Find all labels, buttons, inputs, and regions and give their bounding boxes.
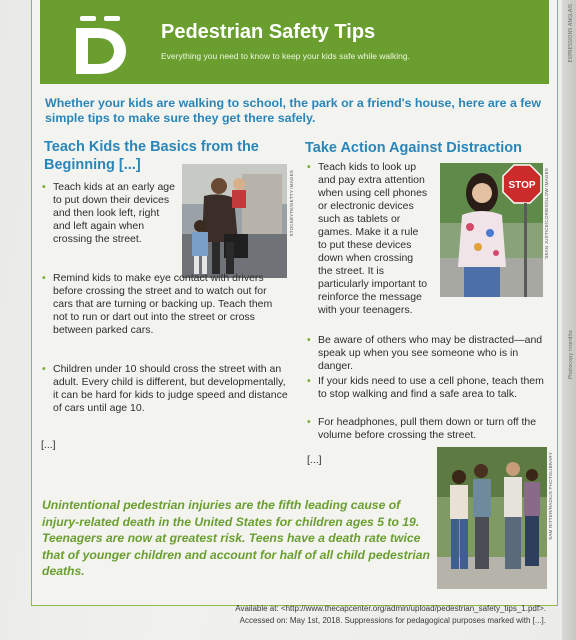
left-bullet-3: • Children under 10 should cross the street with an adult. Every child is different, but developmentally, it can be hard for kids to judge speed and distance of cars until age 10. — [53, 363, 289, 415]
teens-walking-photo — [437, 447, 547, 589]
citation-line-2: Accessed on: May 1st, 2018. Suppressions for pedagogical purposes marked with [...]. — [239, 616, 546, 625]
right-bullet-3: • If your kids need to use a cell phone, teach them to stop walking and find a safe area to talk. — [318, 375, 546, 401]
left-heading: Teach Kids the Basics from the Beginning [...] — [44, 139, 259, 173]
girl-with-phone-photo — [440, 163, 543, 297]
edge-text-side: Photocopy interdite — [568, 330, 574, 379]
right-bullet-1: • Teach kids to look up and pay extra attention when using cell phones or electronic devices such as tablets or games. Make it a rule to put these devices down when crossing the street. It is particularly important to reinforce the message with your teenagers. — [318, 161, 428, 317]
mother-child-photo — [182, 164, 287, 278]
left-bullet-1: • Teach kids at an early age to put down their devices and then look left, right and left again when crossing the street. — [53, 181, 175, 246]
citation-line-1: Available at: <http://www.thecapcenter.org/admin/upload/pedestrian_safety_tips_1.pdf>. — [235, 604, 546, 613]
right-bullet-2: • Be aware of others who may be distracted—and speak up when you see someone who is in danger. — [318, 334, 546, 373]
edge-text-top: EXPRESSIONS ANGLAIS — [568, 4, 574, 63]
left-ellipsis: [...] — [41, 439, 56, 451]
right-bullet-4: • For headphones, pull them down or turn off the volume before crossing the street. — [318, 416, 546, 442]
left-photo-credit: STOCKBYTE/GETTY IMAGES — [289, 170, 294, 237]
page-title: Pedestrian Safety Tips — [161, 21, 376, 43]
right-photo-credit: SEAN JUSTICE/CORBIS/GLOW IMAGES — [544, 168, 549, 259]
statistics-callout: Unintentional pedestrian injuries are the fifth leading cause of injury-related death in the United States for children ages 5 to 19. Teenagers are now at greatest risk. Teens have a death rate twice that of younger children and account for half of all child pedestrian deaths. — [42, 498, 431, 578]
right-heading: Take Action Against Distraction — [305, 140, 522, 156]
intro-text: Whether your kids are walking to school, the park or a friend's house, here are a few simple tips to make sure they get there safely. — [45, 96, 541, 125]
bottom-photo-credit: SAM RITTER/RADIUS PHOTOLIBRARY — [548, 452, 553, 540]
page-edge — [562, 0, 576, 640]
page-subtitle: Everything you need to know to keep your kids safe while walking. — [161, 51, 410, 61]
right-ellipsis: [...] — [307, 454, 322, 466]
left-bullet-2: • Remind kids to make eye contact with drivers before crossing the street and to watch out for cars that are turning or backing up. Teach them not to run or dart out into the street or cross between parked cars. — [53, 272, 289, 337]
d-logo-icon — [68, 14, 132, 76]
stop-sign-text: STOP — [508, 180, 536, 191]
